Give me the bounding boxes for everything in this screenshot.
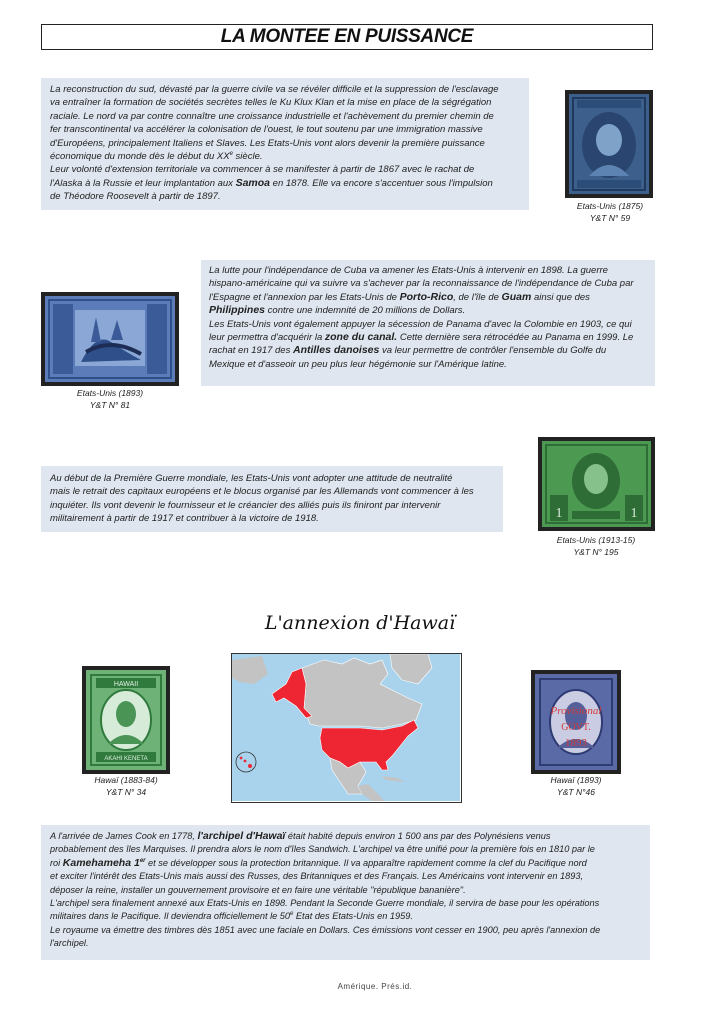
paragraph-line: La reconstruction du sud, dévasté par la guerre civile va se révéler difficile et la suppression de l'esclavage — [50, 84, 499, 95]
paragraph-line: déposer la reine, installer un gouvernement provisoire et en faire une véritable "république bananière". — [50, 884, 466, 895]
svg-text:1: 1 — [630, 506, 638, 521]
paragraph-line: rachat en 1917 des Antilles danoises va leur permettre de contrôler l'ensemble du Golfe du — [209, 344, 607, 357]
paragraph-line: roi Kamehameha 1er et se développer sous la protection britannique. Il va apparaître rapidement comme la clef du Pacifique nord — [50, 856, 587, 869]
svg-text:AKAHI KENETA: AKAHI KENETA — [104, 756, 148, 762]
svg-text:1: 1 — [555, 506, 563, 521]
paragraph-line: mais le retrait des capitaux européens et le blocus organisé par les Allemands vont commencer à les — [50, 486, 474, 498]
svg-text:Provisional: Provisional — [550, 705, 602, 717]
paragraph-line: Les Etats-Unis vont également appuyer la sécession de Panama d'avec la Colombie en 1903, ce qui — [209, 318, 632, 330]
map-usa-hawaii — [231, 653, 462, 803]
paragraph-line: économique du monde dès le début du XXe siècle. — [50, 150, 263, 163]
paragraph-line: Au début de la Première Guerre mondiale, les Etats-Unis vont adopter une attitude de neutralité — [50, 473, 453, 484]
stamp-usa-1893-image — [41, 292, 179, 386]
stamp-hawaii-1893-caption: Hawaï (1893) Y&T N°46 — [550, 775, 602, 797]
svg-text:1893: 1893 — [565, 737, 587, 749]
paragraph-line: va entraîner la formation de sociétés secrètes telles le Ku Klux Klan et la mise en place de la ségrégation — [50, 97, 492, 109]
svg-text:HAWAII: HAWAII — [113, 681, 139, 688]
paragraph-line: Le royaume va émettre des timbres dès 1851 avec une faciale en Dollars. Ces émissions vont cesser en 1900, peu après l'annexion de — [50, 924, 601, 935]
text-block-hawaii — [41, 825, 650, 960]
page-footer: Amérique. Prés.id. — [337, 982, 413, 991]
paragraph-line: hispano-américaine qui va suivre va s'achever par la reconnaissance de l'indépendance de Cuba par — [209, 278, 634, 290]
paragraph-line: probablement des îles Marquises. Il prendra alors le nom d'îles Sandwich. L'archipel va être unifié pour la première fois en 1810 par le — [50, 844, 595, 855]
paragraph-line: raciale. Le nord va par contre connaître une croissance industrielle et l'achèvement du premier chemin de — [50, 110, 494, 122]
paragraph-line: inquiéter. Ils vont devenir le fournisseur et le créancier des alliés puis ils finiront par intervenir — [50, 499, 441, 511]
paragraph-line: militairement à partir de 1917 et contribuer à la victoire de 1918. — [50, 513, 319, 525]
page-title-box — [41, 24, 653, 50]
section-subtitle-hawaii: L'annexion d'Hawaï — [264, 612, 456, 634]
paragraph-line: leur permettra d'acquérir la zone du canal. Cette dernière sera rétrocédée au Panama en 1999. Le — [209, 331, 634, 344]
paragraph-line: Mexique et d'asseoir un peu plus leur hégémonie sur l'Amérique latine. — [209, 358, 507, 370]
paragraph-line: l'Alaska à la Russie et leur implantation aux Samoa en 1878. Elle va encore s'accentuer sous l'impulsion — [50, 176, 493, 189]
paragraph-line: Leur volonté d'extension territoriale va commencer à se manifester à partir de 1867 avec le rachat de — [50, 164, 475, 176]
stamp-usa-1875-image — [565, 90, 653, 198]
text-block-ww1 — [41, 466, 503, 532]
paragraph-line: L'archipel sera finalement annexé aux Etats-Unis en 1898. Pendant la Seconde Guerre mondiale, il servira de base pour les opérations — [50, 898, 600, 909]
paragraph-line: fer transcontinental va accélérer la colonisation de l'ouest, le tout soutenu par une immigration massive — [50, 124, 483, 136]
paragraph-line: l'archipel. — [50, 938, 89, 949]
stamp-usa-1913-image — [538, 437, 655, 531]
paragraph-line: Philippines contre une indemnité de 20 millions de Dollars. — [209, 304, 466, 317]
paragraph-line: La lutte pour l'indépendance de Cuba va amener les Etats-Unis à intervenir en 1898. La guerre — [209, 265, 608, 276]
page-title: LA MONTEE EN PUISSANCE — [220, 26, 474, 47]
text-block-cuba — [201, 260, 655, 386]
paragraph-line: l'Espagne et l'annexion par les Etats-Unis de Porto-Rico, de l'île de Guam ainsi que des — [209, 290, 590, 303]
paragraph-line: militaires dans le Pacifique. Il deviendra officiellement le 50e Etat des Etats-Unis en 1959. — [50, 911, 413, 922]
stamp-usa-1893-caption: Etats-Unis (1893) Y&T N° 81 — [76, 388, 144, 410]
paragraph-line: d'Européens, principalement Italiens et Slaves. Les Etats-Unis vont alors devenir la première puissance — [50, 137, 485, 149]
text-block-reconstruction — [41, 78, 529, 210]
stamp-usa-1875-caption: Etats-Unis (1875) Y&T N° 59 — [576, 201, 644, 223]
svg-text:GOVT.: GOVT. — [561, 722, 591, 733]
paragraph-line: de Théodore Roosevelt à partir de 1897. — [50, 191, 221, 203]
stamp-hawaii-1883-caption: Hawaï (1883-84) Y&T N° 34 — [94, 775, 158, 797]
stamp-usa-1913-caption: Etats-Unis (1913-15) Y&T N° 195 — [556, 535, 636, 557]
paragraph-line: et exciter l'intérêt des Etats-Unis mais aussi des Russes, des Britanniques et des Français. Les Américains vont intervenir en 1893, — [50, 871, 584, 882]
stamp-hawaii-1883-image — [82, 666, 170, 774]
stamp-hawaii-1893-image — [531, 670, 621, 774]
paragraph-line: A l'arrivée de James Cook en 1778, l'archipel d'Hawaï était habité depuis environ 1 500 ans par des Polynésiens venus — [50, 830, 551, 842]
